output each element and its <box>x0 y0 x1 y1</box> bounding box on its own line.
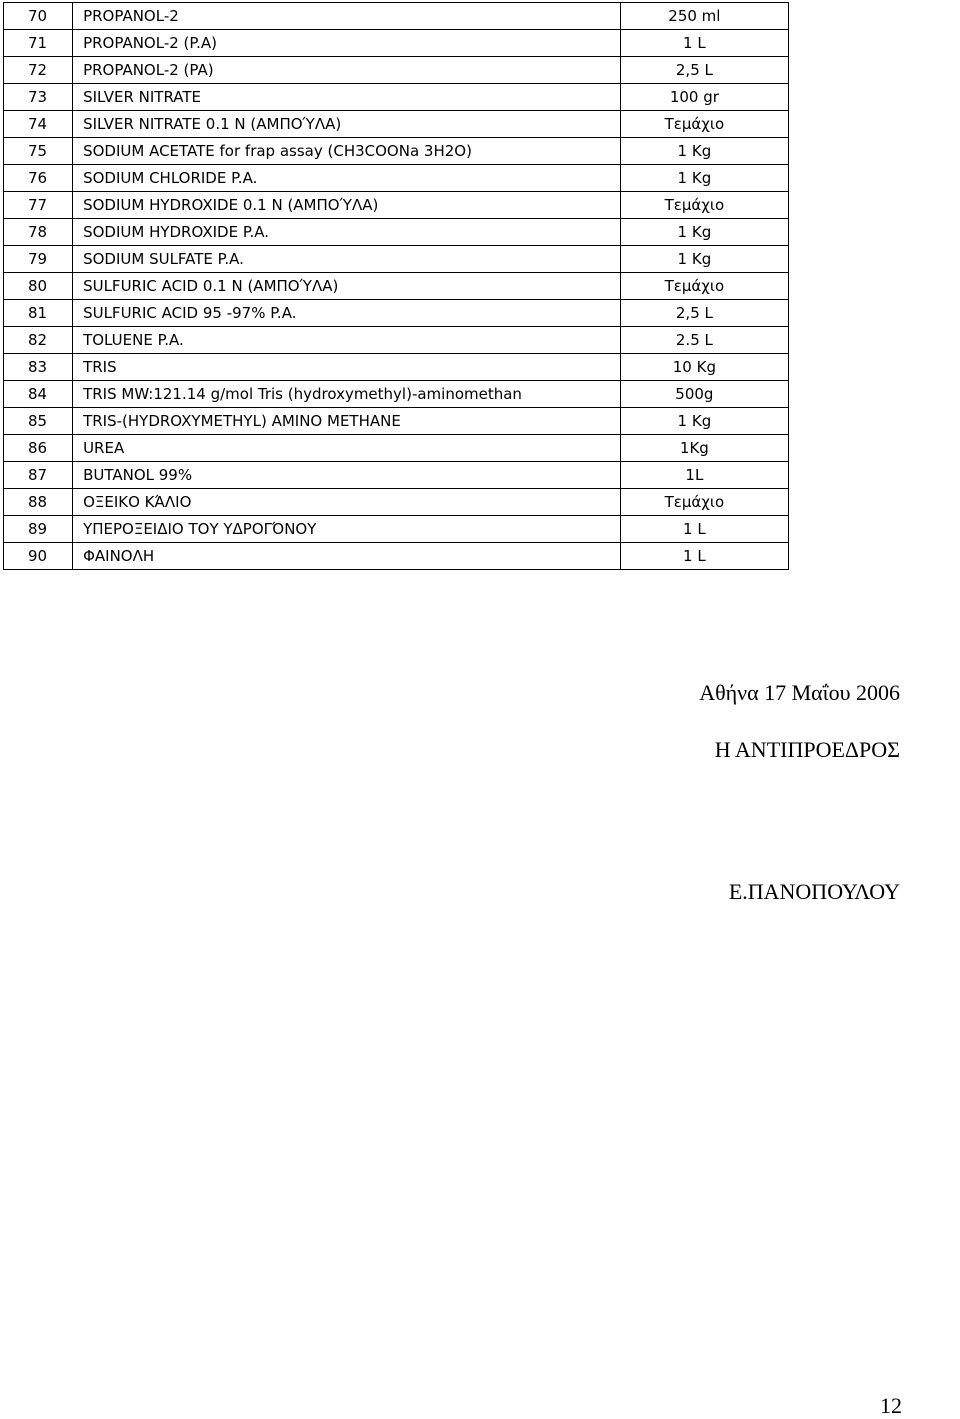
item-name: SILVER NITRATE 0.1 N (ΑΜΠΟΎΛΑ) <box>73 111 621 138</box>
item-quantity: 2,5 L <box>620 57 788 84</box>
item-quantity: Τεμάχιο <box>620 111 788 138</box>
item-quantity: 1 Kg <box>620 138 788 165</box>
item-name: UREA <box>73 435 621 462</box>
item-quantity: 2.5 L <box>620 327 788 354</box>
table-row <box>4 3 789 30</box>
item-quantity: 1 Kg <box>620 165 788 192</box>
item-name: PROPANOL-2 (PA) <box>73 57 621 84</box>
row-number: 88 <box>4 489 73 516</box>
table-row <box>4 489 789 516</box>
item-name: SULFURIC ACID 0.1 N (ΑΜΠΟΎΛΑ) <box>73 273 621 300</box>
table-row <box>4 30 789 57</box>
row-number: 85 <box>4 408 73 435</box>
item-name: TRIS MW:121.14 g/mol Tris (hydroxymethyl)-aminomethan <box>73 381 621 408</box>
item-name: ΦΑΙΝΟΛΗ <box>73 543 621 570</box>
item-name: SILVER NITRATE <box>73 84 621 111</box>
signatory-name: Ε.ΠΑΝΟΠΟΥΛΟΥ <box>728 879 900 904</box>
table-row <box>4 543 789 570</box>
table-row <box>4 435 789 462</box>
row-number: 89 <box>4 516 73 543</box>
table-row <box>4 219 789 246</box>
row-number: 73 <box>4 84 73 111</box>
row-number: 79 <box>4 246 73 273</box>
row-number: 74 <box>4 111 73 138</box>
table-row <box>4 138 789 165</box>
table-row <box>4 462 789 489</box>
item-quantity: Τεμάχιο <box>620 192 788 219</box>
item-quantity: 1Kg <box>620 435 788 462</box>
item-quantity: 250 ml <box>620 3 788 30</box>
table-row <box>4 327 789 354</box>
item-name: TOLUENE P.A. <box>73 327 621 354</box>
table-row <box>4 57 789 84</box>
table-body <box>4 3 789 570</box>
item-quantity: 100 gr <box>620 84 788 111</box>
row-number: 70 <box>4 3 73 30</box>
item-name: PROPANOL-2 (P.A) <box>73 30 621 57</box>
row-number: 78 <box>4 219 73 246</box>
table-row <box>4 246 789 273</box>
table-row <box>4 381 789 408</box>
item-quantity: 1 L <box>620 30 788 57</box>
row-number: 76 <box>4 165 73 192</box>
item-name: SODIUM ACETATE for frap assay (CH3COONa 3H2O) <box>73 138 621 165</box>
table-row <box>4 408 789 435</box>
row-number: 82 <box>4 327 73 354</box>
row-number: 87 <box>4 462 73 489</box>
table-row <box>4 273 789 300</box>
item-name: BUTANOL 99% <box>73 462 621 489</box>
item-quantity: 1 L <box>620 516 788 543</box>
item-name: SODIUM HYDROXIDE 0.1 N (ΑΜΠΟΎΛΑ) <box>73 192 621 219</box>
table-row <box>4 111 789 138</box>
item-name: SODIUM CHLORIDE P.A. <box>73 165 621 192</box>
item-name: TRIS <box>73 354 621 381</box>
page-number: 12 <box>880 1393 902 1418</box>
item-name: SODIUM SULFATE P.A. <box>73 246 621 273</box>
item-quantity: 1 L <box>620 543 788 570</box>
item-quantity: 1 Kg <box>620 408 788 435</box>
row-number: 83 <box>4 354 73 381</box>
item-name: PROPANOL-2 <box>73 3 621 30</box>
row-number: 81 <box>4 300 73 327</box>
place-date: Αθήνα 17 Μαΐου 2006 <box>699 680 900 705</box>
table-row <box>4 300 789 327</box>
item-quantity: 1 Kg <box>620 219 788 246</box>
row-number: 86 <box>4 435 73 462</box>
item-name: TRIS-(HYDROXYMETHYL) AMINO METHANE <box>73 408 621 435</box>
row-number: 80 <box>4 273 73 300</box>
table-row <box>4 516 789 543</box>
row-number: 84 <box>4 381 73 408</box>
row-number: 71 <box>4 30 73 57</box>
table-row <box>4 84 789 111</box>
item-quantity: Τεμάχιο <box>620 273 788 300</box>
item-name: SODIUM HYDROXIDE P.A. <box>73 219 621 246</box>
row-number: 72 <box>4 57 73 84</box>
row-number: 75 <box>4 138 73 165</box>
item-name: ΥΠΕΡΟΞΕΙΔΙΟ ΤΟΥ ΥΔΡΟΓΌΝΟΥ <box>73 516 621 543</box>
table-row <box>4 165 789 192</box>
table-row <box>4 354 789 381</box>
signatory-role: Η ΑΝΤΙΠΡΟΕΔΡΟΣ <box>714 737 900 762</box>
item-quantity: 1 Kg <box>620 246 788 273</box>
row-number: 77 <box>4 192 73 219</box>
item-quantity: 2,5 L <box>620 300 788 327</box>
chemicals-table <box>3 2 789 570</box>
item-quantity: Τεμάχιο <box>620 489 788 516</box>
item-quantity: 500g <box>620 381 788 408</box>
item-quantity: 1L <box>620 462 788 489</box>
item-quantity: 10 Kg <box>620 354 788 381</box>
item-name: ΟΞΕΙΚΟ ΚΆΛΙΟ <box>73 489 621 516</box>
item-name: SULFURIC ACID 95 -97% P.A. <box>73 300 621 327</box>
row-number: 90 <box>4 543 73 570</box>
table-row <box>4 192 789 219</box>
